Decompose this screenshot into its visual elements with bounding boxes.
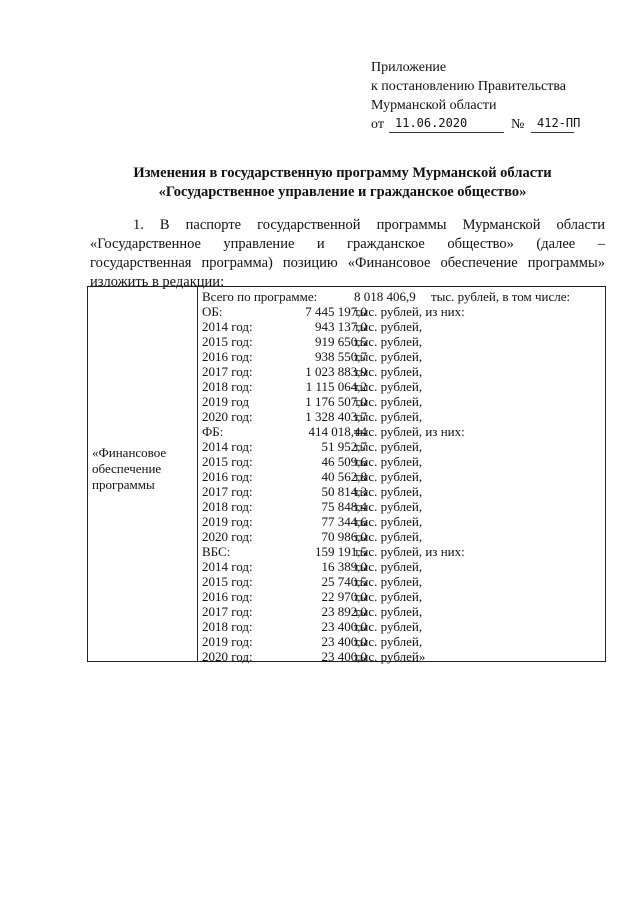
document-title xyxy=(90,164,595,202)
paragraph-word: области xyxy=(556,217,605,233)
row-value: 1 023 883,9 xyxy=(305,364,367,379)
paragraph-word: гражданское xyxy=(347,236,425,252)
annex-date-line xyxy=(371,115,581,134)
row-label: 2017 год: xyxy=(202,604,253,619)
row-label: ВБС: xyxy=(202,544,231,559)
position-label-line: обеспечение xyxy=(92,461,162,476)
funding-table xyxy=(87,286,606,662)
row-unit: тыс. рублей, xyxy=(354,559,423,574)
row-label: 2016 год: xyxy=(202,349,253,364)
row-value: 414 018,44 xyxy=(308,424,367,439)
row-label: 2018 год: xyxy=(202,619,253,634)
decree-number: 412-ПП xyxy=(531,115,574,133)
row-unit: тыс. рублей, xyxy=(354,409,423,424)
funding-row xyxy=(202,469,602,484)
column-divider xyxy=(197,287,198,661)
paragraph-word: государственная xyxy=(90,255,192,271)
total-label: Всего по программе: xyxy=(202,289,318,304)
row-label: 2015 год: xyxy=(202,334,253,349)
funding-row xyxy=(202,304,602,319)
row-value: 23 892,0 xyxy=(321,604,367,619)
funding-rows xyxy=(202,289,602,664)
paragraph-line-2 xyxy=(90,235,605,254)
funding-row xyxy=(202,454,602,469)
row-value: 1 328 403,7 xyxy=(305,409,367,424)
row-unit: тыс. рублей, из них: xyxy=(354,424,465,439)
paragraph-word: Мурманской xyxy=(462,217,541,233)
row-value: 51 952,7 xyxy=(321,439,367,454)
row-value: 23 400,0 xyxy=(321,619,367,634)
paragraph-word: «Государственное xyxy=(90,236,201,252)
row-value: 22 970,0 xyxy=(321,589,367,604)
row-value: 77 344,6 xyxy=(321,514,367,529)
row-value: 46 509,6 xyxy=(321,454,367,469)
row-value: 938 550,7 xyxy=(315,349,367,364)
row-unit: тыс. рублей, xyxy=(354,319,423,334)
paragraph-word: – xyxy=(597,236,605,252)
funding-row xyxy=(202,619,602,634)
funding-row xyxy=(202,589,602,604)
funding-row xyxy=(202,394,602,409)
row-label: 2014 год: xyxy=(202,559,253,574)
row-value: 40 562,8 xyxy=(321,469,367,484)
paragraph-word: (далее xyxy=(536,236,576,252)
position-label-line: «Финансовое xyxy=(92,445,167,460)
funding-row xyxy=(202,604,602,619)
row-value: 23 400,0 xyxy=(321,634,367,649)
row-value: 7 445 197,0 xyxy=(305,304,367,319)
row-value: 50 814,3 xyxy=(321,484,367,499)
row-label: ФБ: xyxy=(202,424,224,439)
row-unit: тыс. рублей, xyxy=(354,364,423,379)
funding-row xyxy=(202,634,602,649)
funding-row xyxy=(202,409,602,424)
row-unit: тыс. рублей, xyxy=(354,394,423,409)
row-value: 75 848,4 xyxy=(321,499,367,514)
row-unit: тыс. рублей» xyxy=(354,649,426,664)
row-unit: тыс. рублей, xyxy=(354,334,423,349)
funding-row xyxy=(202,514,602,529)
funding-row xyxy=(202,349,602,364)
funding-row xyxy=(202,499,602,514)
row-unit: тыс. рублей, из них: xyxy=(354,304,465,319)
position-label xyxy=(92,445,192,493)
row-label: 2020 год: xyxy=(202,649,253,664)
row-value: 16 389,0 xyxy=(321,559,367,574)
row-value: 919 650,5 xyxy=(315,334,367,349)
annex-line-3: Мурманской области xyxy=(371,98,497,113)
annex-block xyxy=(371,58,581,134)
annex-line-1: Приложение xyxy=(371,60,447,75)
paragraph-word: паспорте xyxy=(185,217,242,233)
funding-row xyxy=(202,364,602,379)
paragraph-word: государственной xyxy=(257,217,361,233)
row-label: 2020 год: xyxy=(202,529,253,544)
total-unit: тыс. рублей, в том числе: xyxy=(431,289,571,304)
row-label: 2015 год: xyxy=(202,454,253,469)
position-label-line: программы xyxy=(92,477,155,492)
row-unit: тыс. рублей, xyxy=(354,379,423,394)
paragraph-line-4: изложить в редакции: xyxy=(90,274,225,290)
row-label: 2016 год: xyxy=(202,589,253,604)
row-label: 2017 год: xyxy=(202,364,253,379)
funding-row xyxy=(202,319,602,334)
row-unit: тыс. рублей, xyxy=(354,574,423,589)
funding-row xyxy=(202,334,602,349)
row-label: 2014 год: xyxy=(202,319,253,334)
funding-row xyxy=(202,559,602,574)
funding-row xyxy=(202,529,602,544)
row-unit: тыс. рублей, xyxy=(354,514,423,529)
title-line-2: «Государственное управление и гражданское общество» xyxy=(158,184,527,200)
row-label: 2016 год: xyxy=(202,469,253,484)
funding-row xyxy=(202,574,602,589)
number-prefix: № xyxy=(511,117,525,132)
funding-row xyxy=(202,544,602,559)
row-label: 2019 год: xyxy=(202,514,253,529)
row-value: 70 986,0 xyxy=(321,529,367,544)
row-label: ОБ: xyxy=(202,304,223,319)
row-label: 2018 год: xyxy=(202,499,253,514)
row-unit: тыс. рублей, xyxy=(354,499,423,514)
paragraph-word: и xyxy=(316,236,325,252)
row-value: 23 400,0 xyxy=(321,649,367,664)
funding-row xyxy=(202,484,602,499)
body-paragraph xyxy=(90,216,605,292)
decree-date: 11.06.2020 xyxy=(389,115,504,133)
paragraph-word: общество» xyxy=(447,236,514,252)
row-label: 2015 год: xyxy=(202,574,253,589)
row-unit: тыс. рублей, из них: xyxy=(354,544,465,559)
row-label: 2019 год xyxy=(202,394,249,409)
funding-row xyxy=(202,424,602,439)
funding-row xyxy=(202,649,602,664)
date-prefix: от xyxy=(371,117,384,132)
row-value: 1 176 507,0 xyxy=(305,394,367,409)
funding-row xyxy=(202,439,602,454)
row-unit: тыс. рублей, xyxy=(354,439,423,454)
row-unit: тыс. рублей, xyxy=(354,619,423,634)
total-row xyxy=(202,289,602,304)
row-value: 159 191,5 xyxy=(315,544,367,559)
row-unit: тыс. рублей, xyxy=(354,529,423,544)
row-unit: тыс. рублей, xyxy=(354,589,423,604)
row-value: 943 137,0 xyxy=(315,319,367,334)
row-label: 2020 год: xyxy=(202,409,253,424)
row-unit: тыс. рублей, xyxy=(354,349,423,364)
paragraph-word: «Финансовое xyxy=(347,255,431,271)
paragraph-line-3 xyxy=(90,254,605,273)
row-unit: тыс. рублей, xyxy=(354,604,423,619)
row-label: 2014 год: xyxy=(202,439,253,454)
paragraph-word: 1. xyxy=(133,217,144,233)
row-label: 2019 год: xyxy=(202,634,253,649)
title-line-1: Изменения в государственную программу Мурманской области xyxy=(133,165,552,181)
row-value: 25 740,5 xyxy=(321,574,367,589)
funding-row xyxy=(202,379,602,394)
annex-line-2: к постановлению Правительства xyxy=(371,79,567,94)
row-label: 2017 год: xyxy=(202,484,253,499)
paragraph-word: программа) xyxy=(201,255,273,271)
row-label: 2018 год: xyxy=(202,379,253,394)
paragraph-word: В xyxy=(159,217,170,233)
total-value: 8 018 406,9 xyxy=(354,289,416,304)
row-unit: тыс. рублей, xyxy=(354,634,423,649)
row-unit: тыс. рублей, xyxy=(354,469,423,484)
row-unit: тыс. рублей, xyxy=(354,454,423,469)
paragraph-word: позицию xyxy=(282,255,338,271)
paragraph-word: управление xyxy=(223,236,295,252)
row-unit: тыс. рублей, xyxy=(354,484,423,499)
paragraph-word: программы» xyxy=(527,255,605,271)
paragraph-word: обеспечение xyxy=(440,255,518,271)
paragraph-word: программы xyxy=(376,217,447,233)
row-value: 1 115 064,2 xyxy=(305,379,367,394)
paragraph-line-1 xyxy=(90,216,605,235)
